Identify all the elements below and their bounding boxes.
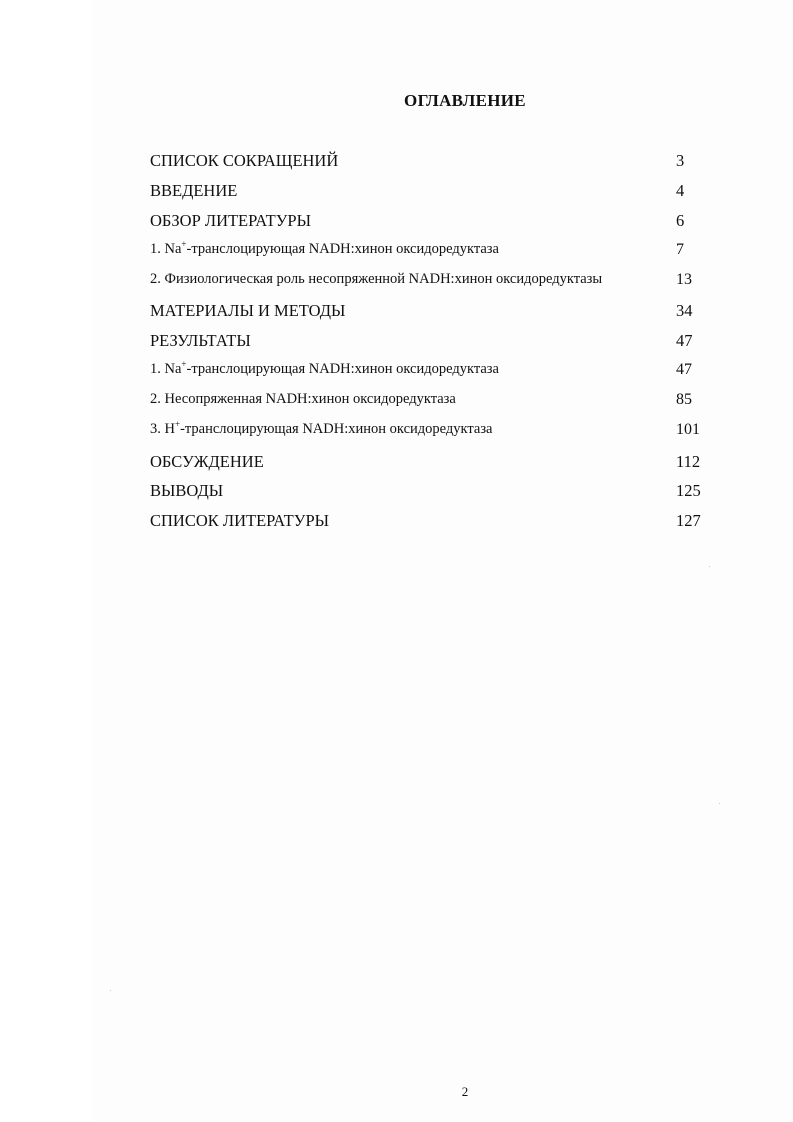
toc-subentry-review-1[interactable]	[150, 241, 702, 263]
toc-entry-discussion[interactable]	[150, 452, 702, 474]
scan-speck	[719, 803, 720, 804]
toc-subentry-results-2[interactable]	[150, 391, 702, 413]
toc-entry-results[interactable]	[150, 331, 702, 353]
toc-entry-label: ВЫВОДЫ	[150, 481, 224, 500]
toc-entry-references[interactable]	[150, 511, 702, 533]
toc-entry-label: 2. Физиологическая роль несопряженной NADH:хинон оксидоредуктазы	[150, 271, 603, 287]
toc-subentry-results-3[interactable]	[150, 421, 702, 443]
toc-entry-label: 1. Na+-транслоцирующая NADH:хинон оксидоредуктаза	[150, 239, 499, 257]
toc-entry-label: ВВЕДЕНИЕ	[150, 181, 238, 200]
toc-entry-conclusions[interactable]	[150, 481, 702, 503]
toc-entry-label: 3. H+-транслоцирующая NADH:хинон оксидоредуктаза	[150, 419, 493, 437]
page-number: 2	[461, 1084, 469, 1099]
toc-entry-page: 112	[676, 452, 701, 471]
toc-entry-page: 47	[676, 361, 692, 378]
toc-entry-page: 6	[676, 211, 685, 230]
toc-entry-introduction[interactable]	[150, 181, 702, 203]
toc-entry-label: ОБЗОР ЛИТЕРАТУРЫ	[150, 211, 311, 230]
page-title: ОГЛАВЛЕНИЕ	[404, 91, 526, 110]
toc-entry-page: 127	[676, 511, 701, 530]
toc-entry-page: 85	[676, 391, 692, 408]
toc-entry-literature-review[interactable]	[150, 211, 702, 233]
toc-entry-label: МАТЕРИАЛЫ И МЕТОДЫ	[150, 301, 346, 320]
toc-entry-label: 1. Na+-транслоцирующая NADH:хинон оксидоредуктаза	[150, 359, 499, 377]
toc-entry-page: 34	[676, 301, 693, 320]
toc-entry-page: 47	[676, 331, 693, 350]
toc-entry-page: 3	[676, 151, 685, 170]
toc-subentry-results-1[interactable]	[150, 361, 702, 383]
toc-subentry-review-2[interactable]	[150, 271, 702, 293]
toc-entry-label: РЕЗУЛЬТАТЫ	[150, 331, 251, 350]
toc-entry-materials-methods[interactable]	[150, 301, 702, 323]
scan-speck	[110, 990, 111, 991]
table-of-contents	[150, 0, 710, 560]
toc-entry-label: СПИСОК ЛИТЕРАТУРЫ	[150, 511, 330, 530]
toc-entry-page: 125	[676, 481, 701, 500]
toc-entry-page: 13	[676, 271, 692, 288]
toc-entry-label: ОБСУЖДЕНИЕ	[150, 452, 264, 471]
toc-entry-label: 2. Несопряженная NADH:хинон оксидоредуктаза	[150, 391, 456, 407]
toc-entry-abbreviations[interactable]	[150, 151, 702, 173]
toc-entry-page: 101	[676, 421, 700, 438]
scan-speck	[709, 566, 710, 567]
toc-entry-page: 7	[676, 241, 684, 258]
toc-entry-page: 4	[676, 181, 685, 200]
toc-entry-label: СПИСОК СОКРАЩЕНИЙ	[150, 151, 339, 170]
